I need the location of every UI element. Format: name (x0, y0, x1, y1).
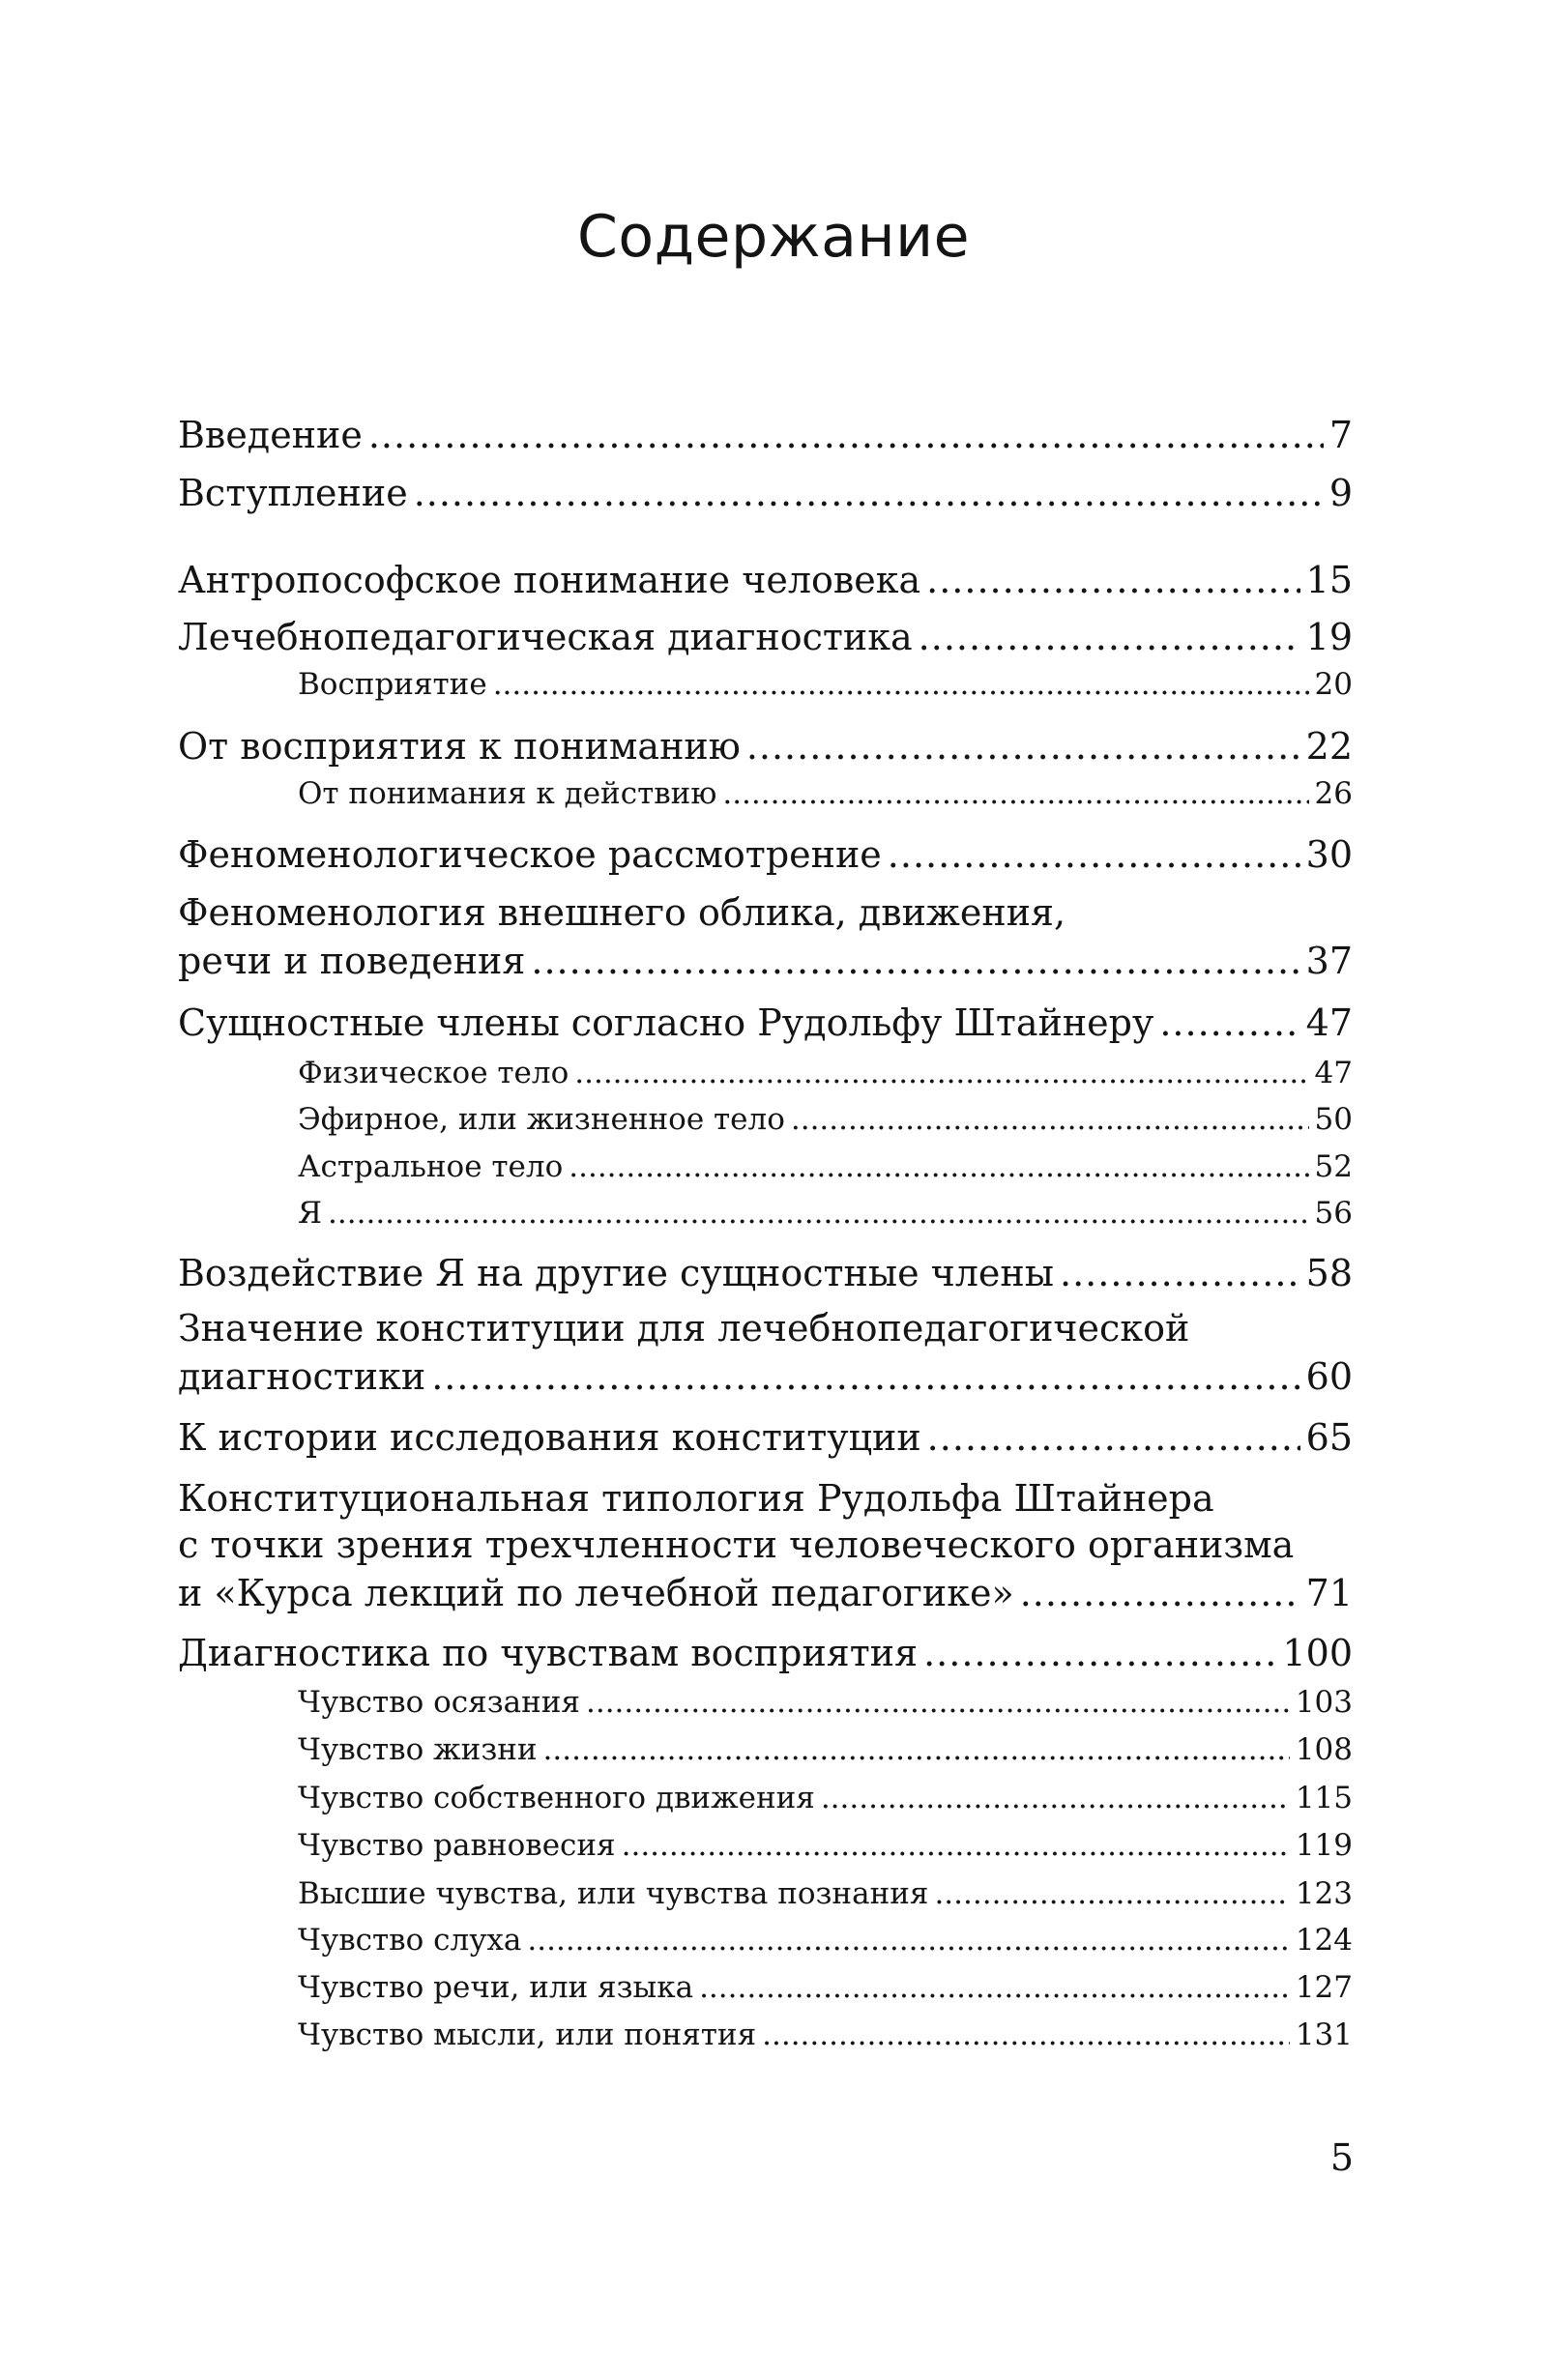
toc-subentry (298, 776, 1353, 811)
dot-leader (934, 1876, 1289, 1911)
toc-entry-label: Чувство равновесия (298, 1828, 616, 1863)
toc-entry-page: 100 (1282, 1632, 1353, 1674)
toc-entry-label: Сущностные члены согласно Рудольфу Штайнеру (178, 1001, 1154, 1044)
toc-entry-label-line: Значение конституции для лечебнопедагогической (178, 1307, 1190, 1350)
toc-entry (178, 1572, 1353, 1614)
toc-entry-page: 56 (1314, 1196, 1353, 1231)
toc-entry (178, 616, 1353, 658)
toc-entry-page: 124 (1295, 1923, 1353, 1958)
toc-entry-label: Астральное тело (298, 1149, 564, 1184)
dot-leader (586, 1685, 1290, 1720)
toc-entry-label: Воздействие Я на другие сущностные члены (178, 1252, 1054, 1294)
toc-entry (178, 1355, 1353, 1398)
dot-leader (622, 1828, 1290, 1863)
toc-entry-page: 30 (1305, 833, 1353, 876)
toc-entry-label: От восприятия к пониманию (178, 725, 741, 768)
toc-entry-page: 22 (1305, 725, 1353, 768)
toc-entry-label: Феноменологическое рассмотрение (178, 833, 882, 876)
toc-entry-page: 60 (1305, 1355, 1353, 1398)
toc-entry-page: 131 (1295, 2017, 1353, 2052)
toc-entry-page: 58 (1305, 1252, 1353, 1294)
toc-entry-label: Введение (178, 414, 363, 456)
dot-leader (431, 1355, 1299, 1398)
toc-entry-label: Вступление (178, 472, 408, 514)
toc-entry-page: 52 (1314, 1149, 1353, 1184)
dot-leader (919, 616, 1300, 658)
toc-entry-label-line: с точки зрения трехчленности человеческого организма (178, 1524, 1295, 1566)
toc-entry-label: и «Курса лекций по лечебной педагогике» (178, 1572, 1014, 1614)
page-title: Содержание (576, 203, 971, 271)
toc-entry-label: Физическое тело (298, 1056, 569, 1090)
toc-entry-label: Восприятие (298, 667, 487, 702)
dot-leader (722, 776, 1308, 811)
dot-leader (1159, 1001, 1299, 1044)
dot-leader (927, 1416, 1300, 1459)
toc-entry-label: Диагностика по чувствам восприятия (178, 1632, 919, 1674)
dot-leader (569, 1149, 1308, 1184)
toc-entry (178, 1632, 1353, 1674)
toc-subentry (298, 667, 1353, 702)
toc-entry (178, 414, 1353, 456)
toc-subentry (298, 1876, 1353, 1911)
toc-subentry (298, 1781, 1353, 1815)
toc-entry-label: Антропософское понимание человека (178, 559, 921, 601)
toc-entry (178, 833, 1353, 876)
dot-leader (1060, 1252, 1300, 1294)
toc-entry-page: 115 (1295, 1781, 1353, 1815)
dot-leader (414, 472, 1324, 514)
toc-subentry (298, 1056, 1353, 1090)
dot-leader (328, 1196, 1309, 1231)
toc-entry-label: Чувство осязания (298, 1685, 580, 1720)
toc-entry-label: Чувство жизни (298, 1732, 538, 1767)
toc-subentry (298, 1102, 1353, 1137)
dot-leader (493, 667, 1309, 702)
toc-entry-page: 71 (1305, 1572, 1353, 1614)
toc-entry (178, 1001, 1353, 1044)
toc-subentry (298, 1149, 1353, 1184)
toc-subentry (298, 1828, 1353, 1863)
toc-entry-page: 47 (1314, 1056, 1353, 1090)
dot-leader (762, 2017, 1290, 2052)
dot-leader (1020, 1572, 1300, 1614)
dot-leader (888, 833, 1300, 876)
toc-entry-label-line: Феноменология внешнего облика, движения, (178, 891, 1066, 934)
toc-entry-page: 65 (1305, 1416, 1353, 1459)
dot-leader (531, 940, 1299, 982)
dot-leader (821, 1781, 1290, 1815)
toc-entry-page: 37 (1305, 940, 1353, 982)
toc-entry-label: Эфирное, или жизненное тело (298, 1102, 785, 1137)
toc-entry-page: 103 (1295, 1685, 1353, 1720)
dot-leader (746, 725, 1300, 768)
toc-entry (178, 1252, 1353, 1294)
toc-entry-page: 15 (1305, 559, 1353, 601)
toc-entry-label: Чувство речи, или языка (298, 1970, 694, 2005)
toc-subentry (298, 1685, 1353, 1720)
toc-entry (178, 1416, 1353, 1459)
toc-entry-page: 127 (1295, 1970, 1353, 2005)
dot-leader (574, 1056, 1308, 1090)
toc-entry-page: 47 (1305, 1001, 1353, 1044)
dot-leader (699, 1970, 1290, 2005)
toc-entry-page: 123 (1295, 1876, 1353, 1911)
dot-leader (543, 1732, 1290, 1767)
toc-entry-label: От понимания к действию (298, 776, 717, 811)
dot-leader (923, 1632, 1276, 1674)
toc-entry-page: 119 (1295, 1828, 1353, 1863)
toc-entry-label: К истории исследования конституции (178, 1416, 921, 1459)
toc-subentry (298, 1196, 1353, 1231)
toc-entry-label: диагностики (178, 1355, 426, 1398)
toc-entry-label: Лечебнопедагогическая диагностика (178, 616, 913, 658)
toc-entry-page: 19 (1305, 616, 1353, 658)
toc-entry-page: 108 (1295, 1732, 1353, 1767)
toc-entry-label-line: Конституциональная типология Рудольфа Штайнера (178, 1477, 1214, 1520)
toc-entry (178, 472, 1353, 514)
dot-leader (926, 559, 1300, 601)
toc-entry-label: Высшие чувства, или чувства познания (298, 1876, 929, 1911)
toc-entry (178, 725, 1353, 768)
page-number: 5 (1329, 2136, 1354, 2179)
toc-subentry (298, 2017, 1353, 2052)
toc-entry-label: Чувство мысли, или понятия (298, 2017, 757, 2052)
toc-entry-label: речи и поведения (178, 940, 526, 982)
toc-entry (178, 559, 1353, 601)
dot-leader (368, 414, 1324, 456)
toc-entry-label: Чувство слуха (298, 1923, 522, 1958)
toc-subentry (298, 1923, 1353, 1958)
toc-entry-label: Чувство собственного движения (298, 1781, 815, 1815)
dot-leader (791, 1102, 1309, 1137)
toc-entry-page: 7 (1328, 414, 1353, 456)
toc-entry-page: 50 (1314, 1102, 1353, 1137)
dot-leader (527, 1923, 1289, 1958)
toc-entry-page: 20 (1314, 667, 1353, 702)
toc-entry-page: 9 (1328, 472, 1353, 514)
toc-entry-page: 26 (1314, 776, 1353, 811)
toc-subentry (298, 1970, 1353, 2005)
toc-subentry (298, 1732, 1353, 1767)
toc-entry (178, 940, 1353, 982)
toc-entry-label: Я (298, 1196, 323, 1231)
